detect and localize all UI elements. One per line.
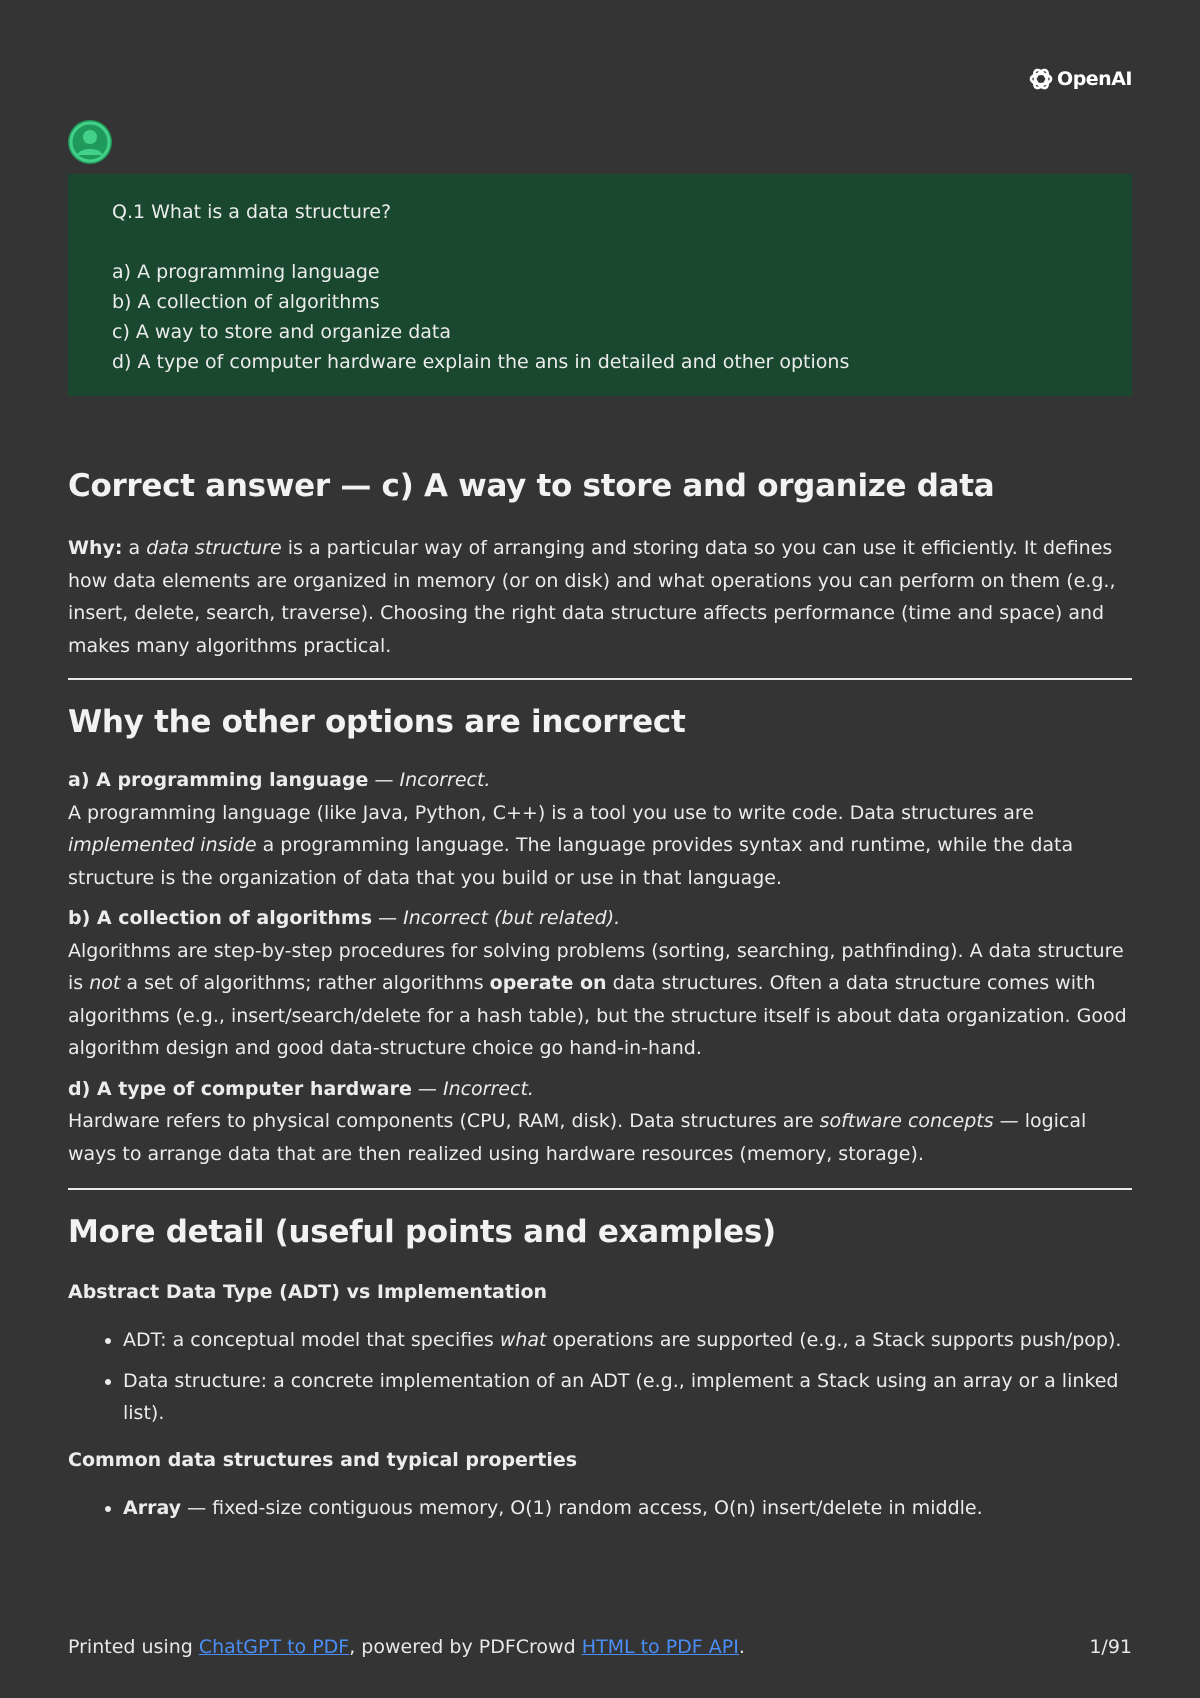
openai-knot-icon xyxy=(1028,66,1054,92)
option-b-text-1: Algorithms are step-by-step procedures for solving problems (sorting, searching, pathfinding). A data structure is xyxy=(68,939,1124,994)
page-number: 1/91 xyxy=(1089,1636,1132,1658)
user-avatar xyxy=(68,120,112,164)
option-b-text-3: data structures. Often a data structure comes with algorithms (e.g., insert/search/delete for a hash table), but the structure itself is about data organization. Good algorithm design and good data-structure choice go hand-in-hand. xyxy=(68,972,1127,1059)
divider xyxy=(68,678,1132,680)
common-ds-list xyxy=(68,1492,1132,1525)
option-a-verdict xyxy=(68,764,1132,797)
option-b-verdict xyxy=(68,902,1132,935)
adt-list xyxy=(68,1324,1132,1430)
brand-name: OpenAI xyxy=(1057,68,1132,90)
footer-credit xyxy=(68,1636,745,1658)
option-d-explanation xyxy=(68,1105,1132,1170)
question-title: Q.1 What is a data structure? xyxy=(112,201,392,223)
option-b-text-2: a set of algorithms; rather algorithms xyxy=(120,972,490,994)
detail-heading: More detail (useful points and examples) xyxy=(68,1214,776,1250)
option-d-emphasis: software concepts xyxy=(819,1110,994,1132)
adt-heading: Abstract Data Type (ADT) vs Implementation xyxy=(68,1281,548,1303)
question-option-c: c) A way to store and organize data xyxy=(112,321,452,343)
why-label: Why: xyxy=(68,537,123,559)
common-ds-heading: Common data structures and typical properties xyxy=(68,1448,578,1471)
option-d-sep: — xyxy=(411,1077,443,1100)
question-option-b: b) A collection of algorithms xyxy=(112,291,380,313)
option-b-emphasis: not xyxy=(89,972,121,994)
option-d-text-2: — logical ways to arrange data that are then realized using hardware resources (memory, storage). xyxy=(68,1110,1087,1165)
adt-item-1-rest: operations are supported (e.g., a Stack supports push/pop). xyxy=(546,1329,1122,1351)
option-a-emphasis: implemented inside xyxy=(68,834,257,856)
openai-logo xyxy=(1028,66,1132,92)
list-item xyxy=(123,1324,1132,1357)
correct-answer-heading: Correct answer — c) A way to store and organize data xyxy=(68,468,995,504)
answer-content xyxy=(68,458,1132,1524)
option-d-label: d) A type of computer hardware xyxy=(68,1077,412,1100)
html-to-pdf-api-link[interactable]: HTML to PDF API xyxy=(581,1636,739,1658)
list-item xyxy=(123,1492,1132,1525)
user-question xyxy=(68,174,1132,396)
user-icon xyxy=(68,120,112,164)
array-label: Array xyxy=(123,1496,182,1519)
divider xyxy=(68,1188,1132,1190)
option-d-text-1: Hardware refers to physical components (CPU, RAM, disk). Data structures are xyxy=(68,1110,820,1132)
why-paragraph xyxy=(68,532,1132,662)
option-d-verdict xyxy=(68,1073,1132,1106)
option-a-sep: — xyxy=(368,769,400,791)
option-b-label: b) A collection of algorithms xyxy=(68,907,373,929)
option-b-strong: operate on xyxy=(489,972,607,994)
option-b-sep: — xyxy=(372,907,404,929)
array-text: — fixed-size contiguous memory, O(1) random access, O(n) insert/delete in middle. xyxy=(181,1496,983,1519)
chatgpt-to-pdf-link[interactable]: ChatGPT to PDF xyxy=(198,1636,350,1658)
option-a-incorrect: Incorrect. xyxy=(399,769,491,791)
option-a-label: a) A programming language xyxy=(68,769,369,791)
footer-end: . xyxy=(738,1636,745,1658)
adt-item-1-emphasis: what xyxy=(499,1329,547,1351)
adt-item-1-text: ADT: a conceptual model that specifies xyxy=(123,1329,500,1351)
footer-mid: , powered by PDFCrowd xyxy=(349,1636,582,1658)
list-item: • Data structure: a concrete implementation of an ADT (e.g., implement a Stack using an array or a linked list). xyxy=(123,1365,1132,1430)
option-a-text-2: a programming language. The language provides syntax and runtime, while the data structure is the organization of data that you build or use in that language. xyxy=(68,834,1074,889)
why-text: is a particular way of arranging and storing data so you can use it efficiently. It defines how data elements are organized in memory (or on disk) and what operations you can perform on them (e.g., insert, delete, search, traverse). Choosing the right data structure affects performance (time and space) and makes many algorithms practical. xyxy=(68,537,1116,657)
incorrect-heading: Why the other options are incorrect xyxy=(68,704,686,740)
option-a-text-1: A programming language (like Java, Python, C++) is a tool you use to write code. Data structures are xyxy=(68,801,1034,824)
option-b-explanation xyxy=(68,935,1132,1065)
question-option-a: a) A programming language xyxy=(112,261,380,283)
print-footer xyxy=(68,1636,1132,1658)
footer-pre: Printed using xyxy=(68,1636,199,1658)
option-d-incorrect: Incorrect. xyxy=(442,1077,534,1100)
why-pre: a xyxy=(122,537,147,559)
option-a-explanation xyxy=(68,797,1132,895)
why-term: data structure xyxy=(146,537,282,559)
option-b-incorrect: Incorrect (but related). xyxy=(403,907,621,929)
question-option-d: d) A type of computer hardware explain the ans in detailed and other options xyxy=(112,351,850,373)
